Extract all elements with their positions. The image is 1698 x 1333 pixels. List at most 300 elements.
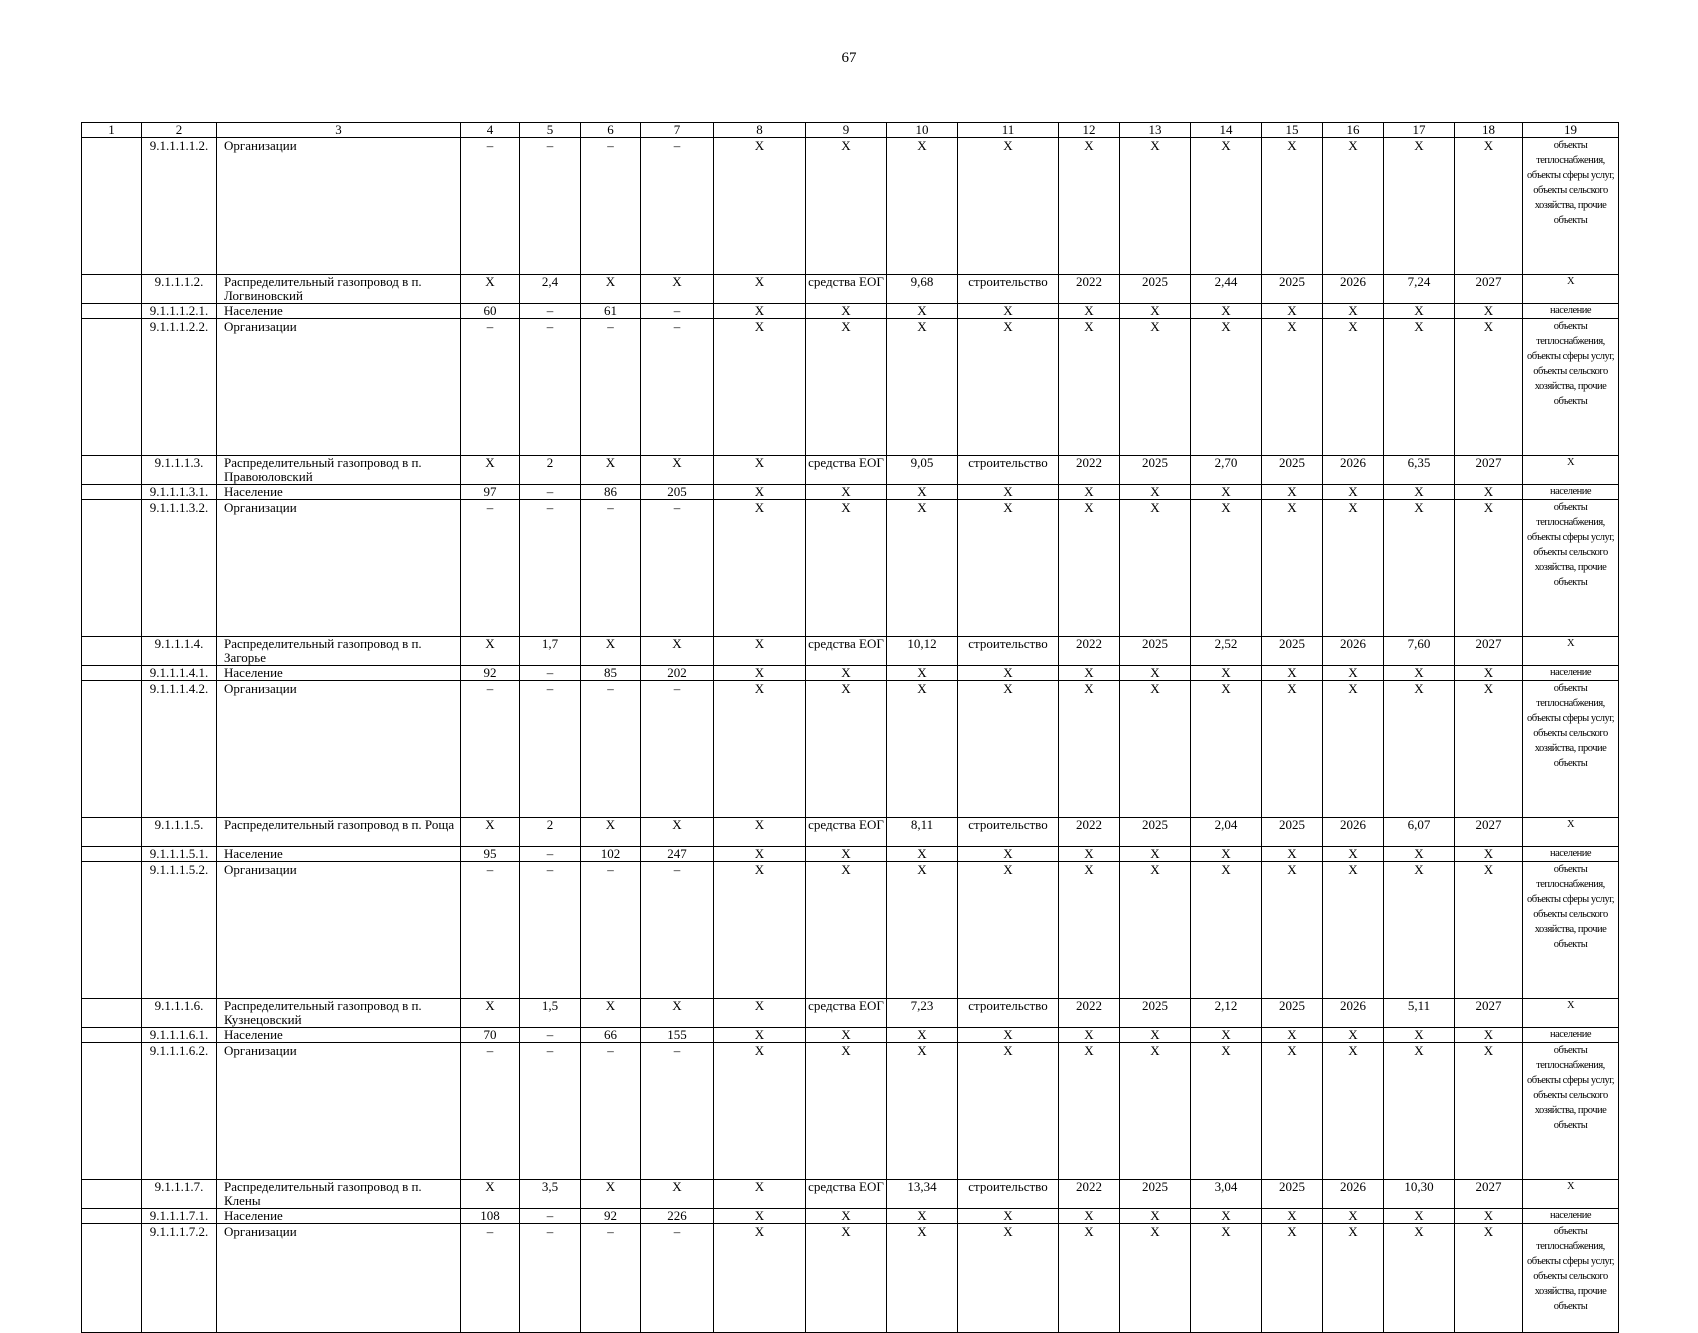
table-cell-col-17: X — [1384, 138, 1455, 275]
table-cell-col-8: X — [714, 485, 806, 500]
table-cell-col-7: – — [641, 862, 714, 999]
table-cell-col-14: 2,70 — [1191, 456, 1262, 485]
table-cell-col-12: X — [1059, 138, 1120, 275]
table-cell-col-11: X — [958, 319, 1059, 456]
table-cell-col-10: X — [887, 319, 958, 456]
table-cell-col-5: – — [520, 681, 581, 818]
table-cell-col-4: 92 — [461, 666, 520, 681]
table-cell-col-9: средства ЕОГ — [806, 637, 887, 666]
table-cell-col-11: X — [958, 681, 1059, 818]
table-cell-col-17: 5,11 — [1384, 999, 1455, 1028]
table-cell-col-4: – — [461, 138, 520, 275]
table-cell-col-5: – — [520, 1043, 581, 1180]
table-cell-col-2: 9.1.1.1.5.1. — [142, 847, 217, 862]
table-cell-col-12: 2022 — [1059, 637, 1120, 666]
table-cell-col-12: 2022 — [1059, 275, 1120, 304]
table-cell-col-12: X — [1059, 1224, 1120, 1333]
table-cell-col-7: – — [641, 681, 714, 818]
table-cell-col-7: 247 — [641, 847, 714, 862]
table-cell-col-3: Организации — [217, 1224, 461, 1333]
table-cell-col-13: X — [1120, 319, 1191, 456]
table-cell-col-18: 2027 — [1455, 275, 1523, 304]
table-cell-col-6: 86 — [581, 485, 641, 500]
table-cell-col-5: – — [520, 485, 581, 500]
table-row — [82, 862, 1619, 999]
table-cell-col-14: 2,44 — [1191, 275, 1262, 304]
table-cell-col-19: X — [1523, 637, 1619, 666]
table-cell-col-11: X — [958, 304, 1059, 319]
table-cell-col-14: X — [1191, 1028, 1262, 1043]
table-cell-col-15: 2025 — [1262, 637, 1323, 666]
table-cell-col-5: – — [520, 304, 581, 319]
table-cell-col-11: строительство — [958, 818, 1059, 847]
table-cell-col-6: 66 — [581, 1028, 641, 1043]
column-header-14: 14 — [1191, 123, 1262, 138]
table-cell-col-14: X — [1191, 319, 1262, 456]
table-cell-col-9: X — [806, 1209, 887, 1224]
table-cell-col-12: X — [1059, 1209, 1120, 1224]
table-cell-col-7: X — [641, 999, 714, 1028]
table-cell-col-4: 60 — [461, 304, 520, 319]
table-cell-col-2: 9.1.1.1.7.2. — [142, 1224, 217, 1333]
table-cell-col-13: X — [1120, 1209, 1191, 1224]
table-cell-col-7: X — [641, 1180, 714, 1209]
table-cell-col-1 — [82, 847, 142, 862]
table-cell-col-7: 202 — [641, 666, 714, 681]
table-cell-col-13: X — [1120, 847, 1191, 862]
table-cell-col-10: X — [887, 681, 958, 818]
table-cell-col-17: X — [1384, 304, 1455, 319]
table-row — [82, 847, 1619, 862]
table-cell-col-7: – — [641, 319, 714, 456]
table-cell-col-12: X — [1059, 1043, 1120, 1180]
table-cell-col-18: X — [1455, 304, 1523, 319]
table-row — [82, 500, 1619, 637]
table-cell-col-17: X — [1384, 862, 1455, 999]
table-cell-col-8: X — [714, 1043, 806, 1180]
table-cell-col-15: 2025 — [1262, 275, 1323, 304]
table-cell-col-9: X — [806, 681, 887, 818]
table-row — [82, 1028, 1619, 1043]
table-cell-col-19: X — [1523, 456, 1619, 485]
table-cell-col-7: X — [641, 637, 714, 666]
table-cell-col-10: 9,05 — [887, 456, 958, 485]
table-cell-col-9: X — [806, 138, 887, 275]
column-header-12: 12 — [1059, 123, 1120, 138]
table-cell-col-6: – — [581, 500, 641, 637]
table-cell-col-1 — [82, 999, 142, 1028]
table-cell-col-16: X — [1323, 500, 1384, 637]
table-cell-col-1 — [82, 1180, 142, 1209]
table-row — [82, 999, 1619, 1028]
table-cell-col-18: 2027 — [1455, 456, 1523, 485]
column-header-13: 13 — [1120, 123, 1191, 138]
table-cell-col-9: X — [806, 847, 887, 862]
table-cell-col-14: X — [1191, 862, 1262, 999]
data-table — [81, 122, 1619, 1333]
table-cell-col-5: – — [520, 319, 581, 456]
table-cell-col-18: X — [1455, 862, 1523, 999]
table-cell-col-13: X — [1120, 1043, 1191, 1180]
table-cell-col-1 — [82, 818, 142, 847]
table-cell-col-17: X — [1384, 1028, 1455, 1043]
table-cell-col-7: – — [641, 304, 714, 319]
table-cell-col-4: X — [461, 1180, 520, 1209]
table-cell-col-1 — [82, 666, 142, 681]
table-cell-col-3: Распределительный газопровод в п. Клены — [217, 1180, 461, 1209]
table-cell-col-4: – — [461, 681, 520, 818]
table-cell-col-13: 2025 — [1120, 456, 1191, 485]
table-cell-col-15: X — [1262, 319, 1323, 456]
table-cell-col-12: 2022 — [1059, 456, 1120, 485]
table-cell-col-19: население — [1523, 1209, 1619, 1224]
table-cell-col-19: объекты теплоснабжения, объекты сферы услуг, объекты сельского хозяйства, прочие объекты — [1523, 1224, 1619, 1333]
table-cell-col-4: X — [461, 275, 520, 304]
table-cell-col-16: X — [1323, 681, 1384, 818]
table-cell-col-18: 2027 — [1455, 999, 1523, 1028]
table-cell-col-18: X — [1455, 485, 1523, 500]
table-cell-col-8: X — [714, 1028, 806, 1043]
table-cell-col-19: X — [1523, 275, 1619, 304]
table-cell-col-16: X — [1323, 1224, 1384, 1333]
table-cell-col-5: – — [520, 500, 581, 637]
table-cell-col-2: 9.1.1.1.2.1. — [142, 304, 217, 319]
table-cell-col-9: X — [806, 1224, 887, 1333]
column-header-6: 6 — [581, 123, 641, 138]
table-cell-col-5: – — [520, 666, 581, 681]
table-cell-col-9: средства ЕОГ — [806, 818, 887, 847]
table-cell-col-4: X — [461, 818, 520, 847]
table-cell-col-8: X — [714, 304, 806, 319]
table-cell-col-4: 108 — [461, 1209, 520, 1224]
table-cell-col-2: 9.1.1.1.5.2. — [142, 862, 217, 999]
table-cell-col-13: X — [1120, 304, 1191, 319]
table-cell-col-15: X — [1262, 1028, 1323, 1043]
table-cell-col-6: – — [581, 681, 641, 818]
table-cell-col-5: 2 — [520, 456, 581, 485]
table-row — [82, 456, 1619, 485]
table-cell-col-4: – — [461, 500, 520, 637]
table-cell-col-3: Организации — [217, 862, 461, 999]
table-body — [82, 123, 1619, 1333]
table-cell-col-18: X — [1455, 319, 1523, 456]
table-cell-col-10: X — [887, 485, 958, 500]
table-cell-col-17: X — [1384, 1224, 1455, 1333]
column-header-11: 11 — [958, 123, 1059, 138]
table-row — [82, 637, 1619, 666]
table-cell-col-10: 7,23 — [887, 999, 958, 1028]
table-cell-col-12: 2022 — [1059, 818, 1120, 847]
table-cell-col-5: 1,7 — [520, 637, 581, 666]
table-cell-col-5: – — [520, 138, 581, 275]
table-cell-col-16: X — [1323, 666, 1384, 681]
table-cell-col-18: X — [1455, 847, 1523, 862]
table-cell-col-18: X — [1455, 666, 1523, 681]
table-cell-col-7: 155 — [641, 1028, 714, 1043]
table-cell-col-17: 7,24 — [1384, 275, 1455, 304]
table-cell-col-12: 2022 — [1059, 999, 1120, 1028]
table-cell-col-13: X — [1120, 500, 1191, 637]
table-cell-col-13: X — [1120, 485, 1191, 500]
table-cell-col-13: X — [1120, 1028, 1191, 1043]
table-cell-col-12: X — [1059, 485, 1120, 500]
table-cell-col-16: 2026 — [1323, 999, 1384, 1028]
table-cell-col-11: X — [958, 1224, 1059, 1333]
table-cell-col-19: население — [1523, 1028, 1619, 1043]
table-cell-col-13: 2025 — [1120, 637, 1191, 666]
table-cell-col-7: X — [641, 275, 714, 304]
column-header-8: 8 — [714, 123, 806, 138]
table-cell-col-3: Население — [217, 666, 461, 681]
table-cell-col-19: объекты теплоснабжения, объекты сферы услуг, объекты сельского хозяйства, прочие объекты — [1523, 138, 1619, 275]
table-cell-col-7: 226 — [641, 1209, 714, 1224]
column-header-17: 17 — [1384, 123, 1455, 138]
table-row — [82, 1180, 1619, 1209]
table-cell-col-11: X — [958, 862, 1059, 999]
table-cell-col-3: Население — [217, 1209, 461, 1224]
table-cell-col-3: Распределительный газопровод в п. Кузнецовский — [217, 999, 461, 1028]
table-cell-col-5: – — [520, 1209, 581, 1224]
table-cell-col-1 — [82, 1224, 142, 1333]
column-header-1: 1 — [82, 123, 142, 138]
table-cell-col-2: 9.1.1.1.4.1. — [142, 666, 217, 681]
table-cell-col-16: 2026 — [1323, 818, 1384, 847]
table-cell-col-4: 97 — [461, 485, 520, 500]
table-cell-col-2: 9.1.1.1.2. — [142, 275, 217, 304]
table-cell-col-5: 2 — [520, 818, 581, 847]
table-cell-col-11: X — [958, 1028, 1059, 1043]
table-cell-col-7: X — [641, 456, 714, 485]
table-cell-col-7: – — [641, 500, 714, 637]
table-cell-col-2: 9.1.1.1.3.1. — [142, 485, 217, 500]
table-cell-col-14: X — [1191, 1224, 1262, 1333]
table-cell-col-6: X — [581, 456, 641, 485]
table-cell-col-9: X — [806, 1028, 887, 1043]
table-cell-col-4: 95 — [461, 847, 520, 862]
table-cell-col-2: 9.1.1.1.7.1. — [142, 1209, 217, 1224]
table-cell-col-2: 9.1.1.1.6.1. — [142, 1028, 217, 1043]
table-cell-col-6: X — [581, 637, 641, 666]
table-cell-col-17: X — [1384, 500, 1455, 637]
table-cell-col-19: X — [1523, 818, 1619, 847]
table-cell-col-11: X — [958, 138, 1059, 275]
table-cell-col-3: Организации — [217, 681, 461, 818]
table-cell-col-13: X — [1120, 666, 1191, 681]
table-cell-col-6: X — [581, 818, 641, 847]
table-cell-col-1 — [82, 862, 142, 999]
table-row — [82, 304, 1619, 319]
table-cell-col-10: X — [887, 862, 958, 999]
table-cell-col-15: X — [1262, 847, 1323, 862]
table-cell-col-18: X — [1455, 138, 1523, 275]
table-cell-col-18: X — [1455, 1028, 1523, 1043]
table-row — [82, 666, 1619, 681]
table-cell-col-19: объекты теплоснабжения, объекты сферы услуг, объекты сельского хозяйства, прочие объекты — [1523, 319, 1619, 456]
table-cell-col-5: 1,5 — [520, 999, 581, 1028]
table-cell-col-6: 85 — [581, 666, 641, 681]
table-row — [82, 275, 1619, 304]
table-cell-col-12: X — [1059, 666, 1120, 681]
table-cell-col-5: – — [520, 847, 581, 862]
table-cell-col-6: – — [581, 862, 641, 999]
table-cell-col-4: X — [461, 637, 520, 666]
table-cell-col-2: 9.1.1.1.7. — [142, 1180, 217, 1209]
table-cell-col-14: X — [1191, 1043, 1262, 1180]
table-cell-col-17: X — [1384, 485, 1455, 500]
table-cell-col-12: 2022 — [1059, 1180, 1120, 1209]
table-row — [82, 1043, 1619, 1180]
table-cell-col-8: X — [714, 999, 806, 1028]
table-cell-col-16: X — [1323, 319, 1384, 456]
table-cell-col-19: X — [1523, 999, 1619, 1028]
table-cell-col-6: – — [581, 319, 641, 456]
page-number: 67 — [841, 50, 857, 66]
table-cell-col-11: строительство — [958, 275, 1059, 304]
table-cell-col-13: 2025 — [1120, 999, 1191, 1028]
table-cell-col-6: X — [581, 999, 641, 1028]
table-cell-col-6: 92 — [581, 1209, 641, 1224]
table-cell-col-17: X — [1384, 1043, 1455, 1180]
table-cell-col-9: X — [806, 862, 887, 999]
table-cell-col-1 — [82, 485, 142, 500]
table-cell-col-14: X — [1191, 304, 1262, 319]
table-cell-col-7: – — [641, 1043, 714, 1180]
table-cell-col-8: X — [714, 275, 806, 304]
table-cell-col-18: X — [1455, 1043, 1523, 1180]
table-cell-col-5: 2,4 — [520, 275, 581, 304]
table-cell-col-18: 2027 — [1455, 1180, 1523, 1209]
table-cell-col-4: 70 — [461, 1028, 520, 1043]
column-header-19: 19 — [1523, 123, 1619, 138]
column-header-10: 10 — [887, 123, 958, 138]
table-row — [82, 1209, 1619, 1224]
table-cell-col-14: X — [1191, 681, 1262, 818]
table-cell-col-4: – — [461, 1224, 520, 1333]
table-cell-col-9: X — [806, 500, 887, 637]
table-cell-col-9: X — [806, 666, 887, 681]
table-cell-col-12: X — [1059, 862, 1120, 999]
table-cell-col-10: X — [887, 1043, 958, 1180]
table-cell-col-15: 2025 — [1262, 1180, 1323, 1209]
table-cell-col-14: X — [1191, 138, 1262, 275]
table-cell-col-9: X — [806, 1043, 887, 1180]
table-cell-col-6: – — [581, 1224, 641, 1333]
table-cell-col-8: X — [714, 862, 806, 999]
table-cell-col-3: Распределительный газопровод в п. Загорье — [217, 637, 461, 666]
table-cell-col-15: X — [1262, 485, 1323, 500]
table-cell-col-15: X — [1262, 500, 1323, 637]
table-cell-col-7: 205 — [641, 485, 714, 500]
table-cell-col-2: 9.1.1.1.1.2. — [142, 138, 217, 275]
table-cell-col-10: 10,12 — [887, 637, 958, 666]
table-cell-col-11: строительство — [958, 637, 1059, 666]
table-cell-col-16: 2026 — [1323, 275, 1384, 304]
table-cell-col-15: X — [1262, 138, 1323, 275]
table-cell-col-1 — [82, 319, 142, 456]
table-cell-col-3: Организации — [217, 138, 461, 275]
table-cell-col-1 — [82, 1043, 142, 1180]
table-cell-col-1 — [82, 138, 142, 275]
column-header-7: 7 — [641, 123, 714, 138]
table-cell-col-6: – — [581, 1043, 641, 1180]
table-cell-col-4: – — [461, 1043, 520, 1180]
column-header-16: 16 — [1323, 123, 1384, 138]
column-header-2: 2 — [142, 123, 217, 138]
table-cell-col-17: X — [1384, 666, 1455, 681]
table-cell-col-15: 2025 — [1262, 999, 1323, 1028]
table-cell-col-9: средства ЕОГ — [806, 456, 887, 485]
table-row — [82, 319, 1619, 456]
table-cell-col-16: X — [1323, 1209, 1384, 1224]
table-cell-col-16: 2026 — [1323, 456, 1384, 485]
table-cell-col-13: 2025 — [1120, 1180, 1191, 1209]
table-cell-col-6: – — [581, 138, 641, 275]
column-header-4: 4 — [461, 123, 520, 138]
table-cell-col-17: 7,60 — [1384, 637, 1455, 666]
table-cell-col-12: X — [1059, 1028, 1120, 1043]
table-cell-col-15: X — [1262, 304, 1323, 319]
table-cell-col-11: X — [958, 1209, 1059, 1224]
table-cell-col-8: X — [714, 847, 806, 862]
table-cell-col-10: X — [887, 847, 958, 862]
table-cell-col-14: X — [1191, 666, 1262, 681]
table-cell-col-3: Распределительный газопровод в п. Роща — [217, 818, 461, 847]
table-cell-col-13: 2025 — [1120, 818, 1191, 847]
table-cell-col-11: строительство — [958, 1180, 1059, 1209]
column-header-3: 3 — [217, 123, 461, 138]
table-cell-col-17: X — [1384, 319, 1455, 456]
table-cell-col-3: Распределительный газопровод в п. Правоюловский — [217, 456, 461, 485]
table-cell-col-11: X — [958, 666, 1059, 681]
table-cell-col-1 — [82, 275, 142, 304]
table-cell-col-5: – — [520, 1224, 581, 1333]
table-row — [82, 1224, 1619, 1333]
table-cell-col-7: – — [641, 1224, 714, 1333]
table-cell-col-11: X — [958, 1043, 1059, 1180]
table-cell-col-17: X — [1384, 1209, 1455, 1224]
table-cell-col-8: X — [714, 138, 806, 275]
table-row — [82, 681, 1619, 818]
table-cell-col-13: X — [1120, 862, 1191, 999]
table-cell-col-16: X — [1323, 304, 1384, 319]
table-cell-col-8: X — [714, 319, 806, 456]
table-cell-col-11: строительство — [958, 456, 1059, 485]
table-cell-col-19: объекты теплоснабжения, объекты сферы услуг, объекты сельского хозяйства, прочие объекты — [1523, 1043, 1619, 1180]
table-cell-col-9: X — [806, 319, 887, 456]
table-cell-col-13: X — [1120, 681, 1191, 818]
table-cell-col-2: 9.1.1.1.4. — [142, 637, 217, 666]
table-cell-col-8: X — [714, 637, 806, 666]
table-cell-col-12: X — [1059, 500, 1120, 637]
table-row — [82, 485, 1619, 500]
table-cell-col-16: X — [1323, 862, 1384, 999]
table-cell-col-18: X — [1455, 1209, 1523, 1224]
table-cell-col-2: 9.1.1.1.3.2. — [142, 500, 217, 637]
table-cell-col-3: Население — [217, 304, 461, 319]
table-cell-col-1 — [82, 456, 142, 485]
table-cell-col-10: 9,68 — [887, 275, 958, 304]
table-cell-col-18: X — [1455, 1224, 1523, 1333]
table-cell-col-7: X — [641, 818, 714, 847]
table-cell-col-5: – — [520, 862, 581, 999]
table-cell-col-15: X — [1262, 681, 1323, 818]
table-cell-col-16: X — [1323, 847, 1384, 862]
table-cell-col-8: X — [714, 818, 806, 847]
table-cell-col-6: 102 — [581, 847, 641, 862]
table-cell-col-15: 2025 — [1262, 818, 1323, 847]
table-cell-col-1 — [82, 681, 142, 818]
table-cell-col-11: строительство — [958, 999, 1059, 1028]
